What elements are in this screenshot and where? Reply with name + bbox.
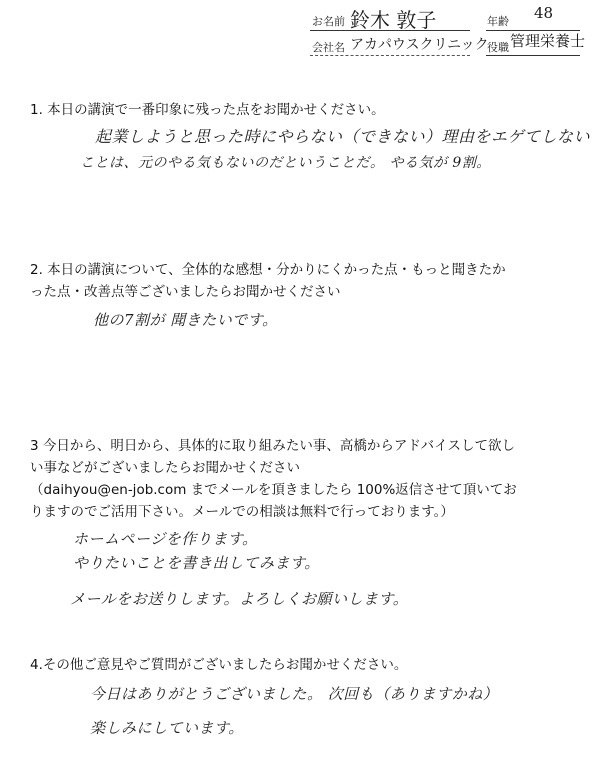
question-3-line-2: い事などがございましたらお聞かせください <box>30 460 300 476</box>
name-value: 鈴木 敦子 <box>350 8 437 32</box>
company-value: アカパウスクリニック <box>350 37 489 53</box>
question-1 <box>30 99 385 121</box>
question-4 <box>30 654 407 676</box>
question-2-line-2: った点・改善点等ございましたらお聞かせください <box>30 284 341 300</box>
answer-1-line-2: ことは、元のやる気もないのだということだ。 やる気が 9割。 <box>80 155 491 171</box>
answer-3-line-1: ホームページを作ります。 <box>73 530 258 548</box>
question-3 <box>30 435 517 523</box>
answer-4-line-1: 今日はありがとうございました。 次回も（ありますかね） <box>90 685 499 703</box>
age-label: 年齢 <box>487 15 509 28</box>
age-value: 48 <box>534 4 554 22</box>
question-2 <box>30 259 506 303</box>
company-underline <box>310 55 470 56</box>
name-underline <box>310 30 470 31</box>
answer-3-line-3: メールをお送りします。よろしくお願いします。 <box>70 590 409 608</box>
question-3-line-3: （daihyou@en-job.com までメールを頂きましたら 100%返信させて頂いてお <box>30 482 517 498</box>
name-label: お名前 <box>312 15 345 28</box>
position-label: 役職 <box>487 41 509 54</box>
question-3-line-4: りますのでご活用下さい。メールでの相談は無料で行っております。） <box>30 504 454 520</box>
answer-1-line-1: 起業しようと思った時にやらない（できない）理由をエゲてしない <box>95 127 591 146</box>
answer-4-line-2: 楽しみにしています。 <box>90 719 244 737</box>
answer-3-line-2: やりたいことを書き出してみます。 <box>73 554 320 572</box>
question-4-line-1: 4.その他ご意見やご質問がございましたらお聞かせください。 <box>30 657 408 673</box>
question-2-line-1: 2. 本日の講演について、全体的な感想・分かりにくかった点・もっと聞きたか <box>30 262 506 278</box>
company-label: 会社名 <box>312 41 345 54</box>
question-1-line-1: 1. 本日の講演で一番印象に残った点をお聞かせください。 <box>30 102 385 118</box>
question-3-line-1: 3 今日から、明日から、具体的に取り組みたい事、高橋からアドバイスして欲し <box>30 438 515 454</box>
position-underline <box>486 55 580 56</box>
answer-2-line-1: 他の7割が 聞きたいです。 <box>93 311 278 329</box>
position-value: 管理栄養士 <box>510 32 586 50</box>
